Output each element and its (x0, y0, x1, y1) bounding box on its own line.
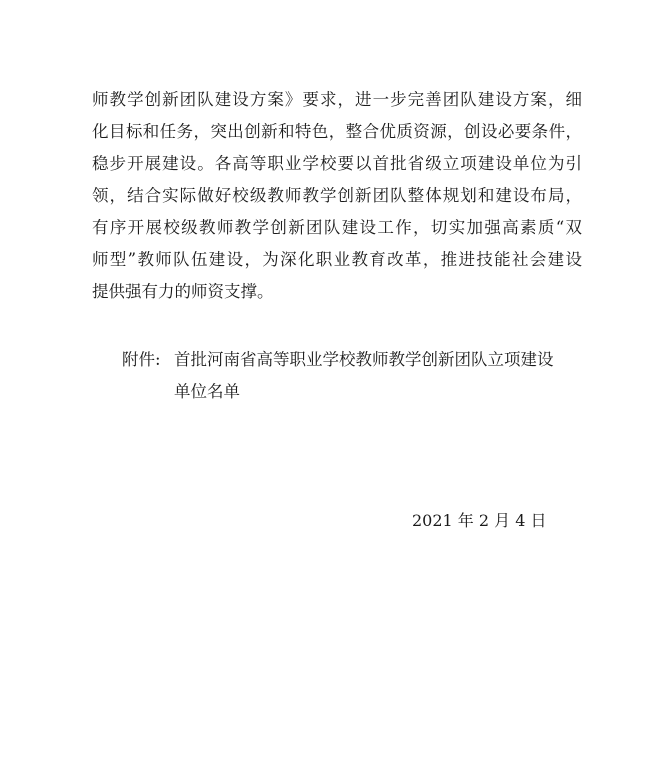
body-paragraph (92, 84, 582, 308)
attachment-title-continued: 单位名单 (174, 382, 240, 401)
paragraph-line: 稳步开展建设。各高等职业学校要以首批省级立项建设单位为引 (92, 154, 582, 173)
paragraph-line: 提供强有力的师资支撑。 (92, 282, 274, 301)
paragraph-line: 领，结合实际做好校级教师教学创新团队整体规划和建设布局， (92, 186, 582, 205)
paragraph-line: 化目标和任务，突出创新和特色，整合优质资源，创设必要条件， (92, 122, 582, 141)
paragraph-line: 师教学创新团队建设方案》要求，进一步完善团队建设方案，细 (92, 90, 582, 109)
paragraph-line: 有序开展校级教师教学创新团队建设工作，切实加强高素质“双 (92, 218, 582, 237)
attachment-label: 附件: (122, 350, 161, 369)
attachment-title: 首批河南省高等职业学校教师教学创新团队立项建设 (174, 350, 554, 369)
document-date: 2021 年 2 月 4 日 (412, 511, 547, 530)
attachment-section (122, 344, 592, 408)
paragraph-line: 师型”教师队伍建设，为深化职业教育改革，推进技能社会建设 (92, 250, 582, 269)
